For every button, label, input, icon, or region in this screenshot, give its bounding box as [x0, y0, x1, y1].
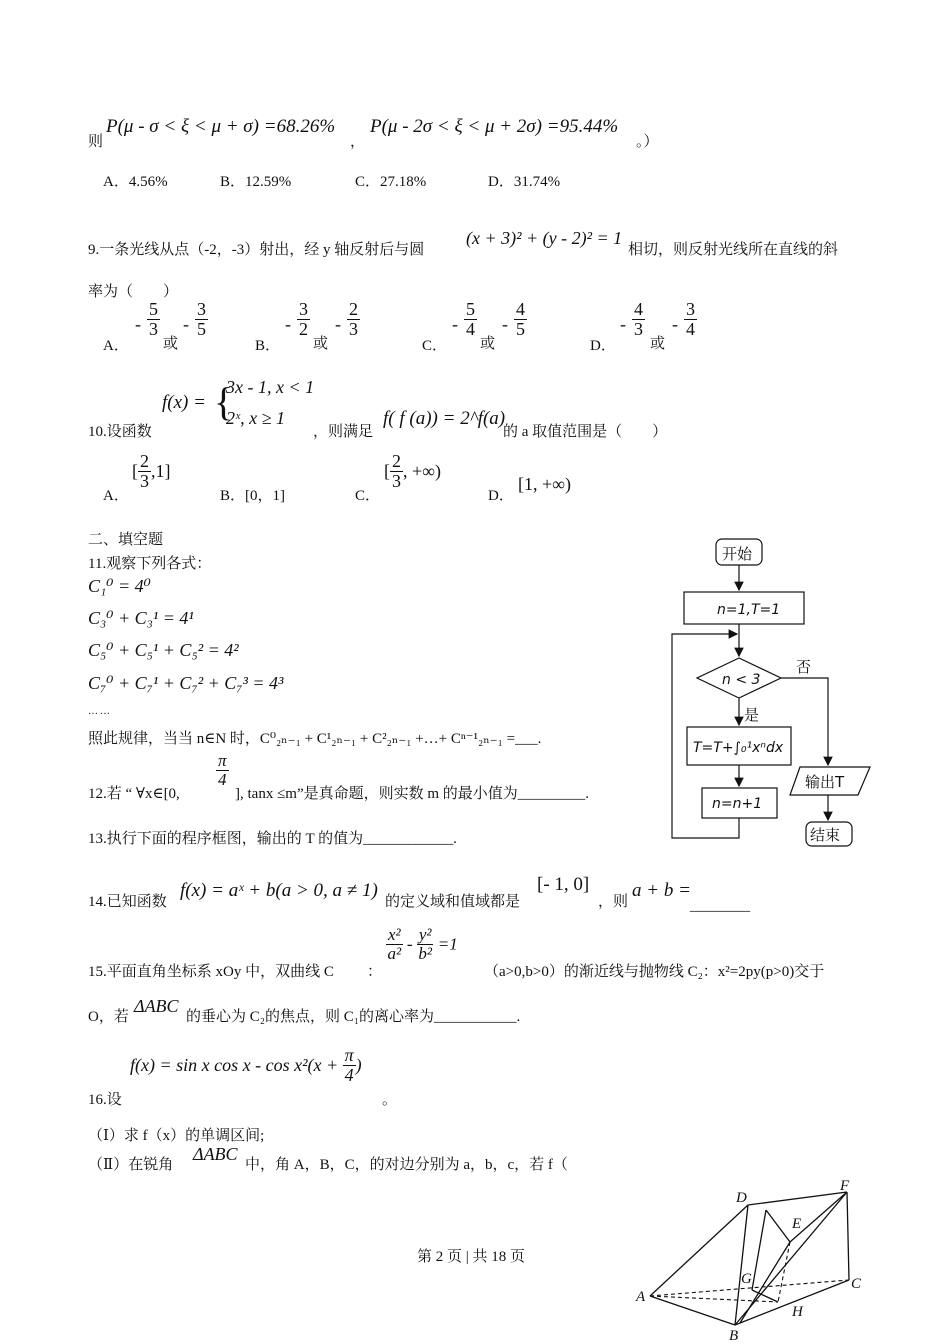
- q11-line-2: C₃⁰ + C₃¹ = 4¹: [88, 608, 194, 628]
- flow-cond-label: n < 3: [722, 672, 761, 688]
- label-F: F: [840, 1178, 850, 1194]
- q10-option-d-label: D．: [488, 488, 514, 504]
- edge-DB: [735, 1205, 748, 1325]
- edge-DG: [752, 1210, 766, 1290]
- q15-text-c: O，若: [88, 1009, 129, 1025]
- q11-conclusion: 照此规律，当当 n∈N 时，C⁰₂ₙ₋₁ + C¹₂ₙ₋₁ + C²₂ₙ₋₁ +…+ Cⁿ⁻¹₂ₙ₋₁ =___.: [88, 731, 542, 747]
- fraction: $\frac{4}{3}$: [634, 299, 643, 339]
- flow-incr-label: n=n+1: [712, 796, 763, 812]
- q10-func-name: f(x) =: [162, 392, 206, 413]
- option-label: D．: [590, 338, 616, 354]
- q10-condition: f( f (a)) = 2^f(a): [383, 408, 506, 429]
- q14-text-b: 的定义域和值域都是: [385, 894, 521, 910]
- flow-yes-label: 是: [744, 706, 760, 724]
- q9-circle-equation: (x + 3)² + (y - 2)² = 1: [466, 228, 623, 248]
- q15-text-b: （a>0,b>0）的渐近线与抛物线 C₂：x²=2py(p>0)交于: [484, 964, 825, 980]
- q10-case-1: 3x - 1, x < 1: [226, 377, 315, 397]
- flow-end-label: 结束: [810, 826, 841, 844]
- label-C: C: [851, 1276, 862, 1292]
- q10-option-a-label: A．: [103, 488, 129, 504]
- fraction: $\frac{5}{4}$: [466, 299, 475, 339]
- flow-start-label: 开始: [722, 545, 753, 563]
- q14-interval: [- 1, 0]: [537, 874, 590, 895]
- q11-dots: ……: [88, 706, 112, 717]
- q9-text-b: 相切，则反射光线所在直线的斜: [628, 242, 839, 258]
- q8-option-c: C．27.18%: [355, 174, 427, 190]
- or-text: 或: [313, 336, 329, 352]
- q14-text-a: 14.已知函数: [88, 894, 167, 910]
- q11-line-4: C₇⁰ + C₇¹ + C₇² + C₇³ = 4³: [88, 673, 284, 693]
- edge-DE: [766, 1210, 790, 1242]
- q10-text-b: ，则满足: [313, 424, 374, 440]
- edge-FC: [847, 1192, 849, 1280]
- q15-hyperbola: $\frac{\text{x²}}{\text{a²}}$ - $\frac{\text{y²}}{\text{b²}}$ =1: [387, 925, 458, 963]
- q14-expression: a + b =: [632, 880, 691, 901]
- fraction: $\frac{3}{4}$: [686, 299, 695, 339]
- q16-part-2-b: 中，角 A，B，C，的对边分别为 a，b，c，若 f（: [245, 1157, 568, 1173]
- q10-option-b: B．[0，1]: [220, 488, 285, 504]
- label-E: E: [792, 1216, 802, 1232]
- fraction: $\frac{4}{5}$: [516, 299, 525, 339]
- q8-separator: ，: [350, 134, 366, 150]
- q10-text-c: 的 a 取值范围是（ ）: [503, 424, 668, 440]
- q8-option-d: D．31.74%: [488, 174, 561, 190]
- flow-assign-label: T=T+∫₀¹xⁿdx: [693, 740, 784, 756]
- minus-sign: -: [620, 314, 626, 334]
- flow-output-label: 输出T: [805, 773, 845, 791]
- minus-sign: -: [452, 314, 458, 334]
- q16-suffix: 。: [382, 1092, 398, 1108]
- minus-sign: -: [183, 314, 189, 334]
- flow-no-label: 否: [796, 658, 812, 676]
- q16-triangle: ΔABC: [193, 1144, 238, 1164]
- q9-text-a: 9.一条光线从点（-2，-3）射出，经 y 轴反射后与圆: [88, 242, 425, 258]
- option-label: A．: [103, 338, 129, 354]
- q16-function: f(x) = sin x cos x - cos x²(x + $\frac{\pi}{4}$ ): [130, 1045, 362, 1085]
- q12-text-a: 12.若 “ ∀x∈[0,: [88, 786, 180, 802]
- q11-intro: 11.观察下列各式：: [88, 556, 212, 572]
- q15-triangle: ΔABC: [134, 996, 179, 1016]
- section-title: 二、填空题: [88, 532, 164, 548]
- edge-AD: [650, 1205, 748, 1296]
- q8-formula-1: P(μ - σ < ξ < μ + σ) =68.26%: [106, 116, 336, 137]
- colon: ：: [367, 964, 383, 980]
- option-label: B．: [255, 338, 281, 354]
- label-G: G: [741, 1271, 752, 1287]
- q10-case-2: 2ˣ, x ≥ 1: [226, 408, 285, 428]
- q16-label: 16.设: [88, 1092, 122, 1108]
- option-label: C．: [422, 338, 448, 354]
- q9-text-c: 率为（ ）: [88, 284, 179, 300]
- q8-suffix: 。）: [636, 134, 659, 150]
- label-A: A: [636, 1289, 646, 1305]
- q15-text-a: 15.平面直角坐标系 xOy 中，双曲线 C: [88, 964, 334, 980]
- minus-sign: -: [502, 314, 508, 334]
- label-H: H: [792, 1304, 803, 1320]
- q8-prefix: 则: [88, 134, 104, 150]
- q14-text-c: ，则: [598, 894, 629, 910]
- q16-part-1: （Ⅰ）求 f（x）的单调区间;: [88, 1128, 265, 1144]
- q10-option-c: [ $\frac{2}{3}$ , +∞): [384, 451, 441, 491]
- minus-sign: -: [285, 314, 291, 334]
- or-text: 或: [480, 336, 496, 352]
- q10-option-d: [1, +∞): [518, 474, 571, 494]
- q12-fraction: $\frac{\pi}{4}$: [218, 751, 227, 789]
- q10-option-a: [ $\frac{2}{3}$ ,1]: [132, 451, 171, 491]
- q8-option-b: B．12.59%: [220, 174, 292, 190]
- flow-init-label: n=1,T=1: [717, 602, 781, 618]
- q10-option-c-label: C．: [355, 488, 381, 504]
- fraction: $\frac{3}{5}$: [197, 299, 206, 339]
- page-footer: 第 2 页 | 共 18 页: [417, 1249, 526, 1265]
- q8-option-a: A．4.56%: [103, 174, 168, 190]
- edge-DF: [748, 1192, 847, 1205]
- brace: {: [214, 379, 234, 424]
- fraction: $\frac{2}{3}$: [349, 299, 358, 339]
- q11-line-3: C₅⁰ + C₅¹ + C₅² = 4²: [88, 640, 239, 660]
- q13-text: 13.执行下面的程序框图，输出的 T 的值为____________.: [88, 831, 457, 847]
- q8-formula-2: P(μ - 2σ < ξ < μ + 2σ) =95.44%: [370, 116, 619, 137]
- q10-text-a: 10.设函数: [88, 424, 152, 440]
- label-B: B: [729, 1328, 739, 1344]
- q14-function: f(x) = aˣ + b(a > 0, a ≠ 1): [180, 880, 378, 901]
- minus-sign: -: [672, 314, 678, 334]
- or-text: 或: [650, 336, 666, 352]
- fraction: $\frac{3}{2}$: [299, 299, 308, 339]
- q14-blank: ________: [690, 898, 750, 914]
- edge-AB: [650, 1296, 735, 1325]
- fraction: $\frac{5}{3}$: [149, 299, 158, 339]
- label-D: D: [736, 1190, 747, 1206]
- q15-text-d: 的垂心为 C₂的焦点，则 C₁的离心率为___________.: [186, 1009, 521, 1025]
- q11-line-1: C₁⁰ = 4⁰: [88, 576, 151, 596]
- minus-sign: -: [335, 314, 341, 334]
- q16-part-2-a: （Ⅱ）在锐角: [88, 1157, 174, 1173]
- q12-text-b: ], tanx ≤m”是真命题，则实数 m 的最小值为_________.: [235, 786, 590, 802]
- or-text: 或: [163, 336, 179, 352]
- minus-sign: -: [135, 314, 141, 334]
